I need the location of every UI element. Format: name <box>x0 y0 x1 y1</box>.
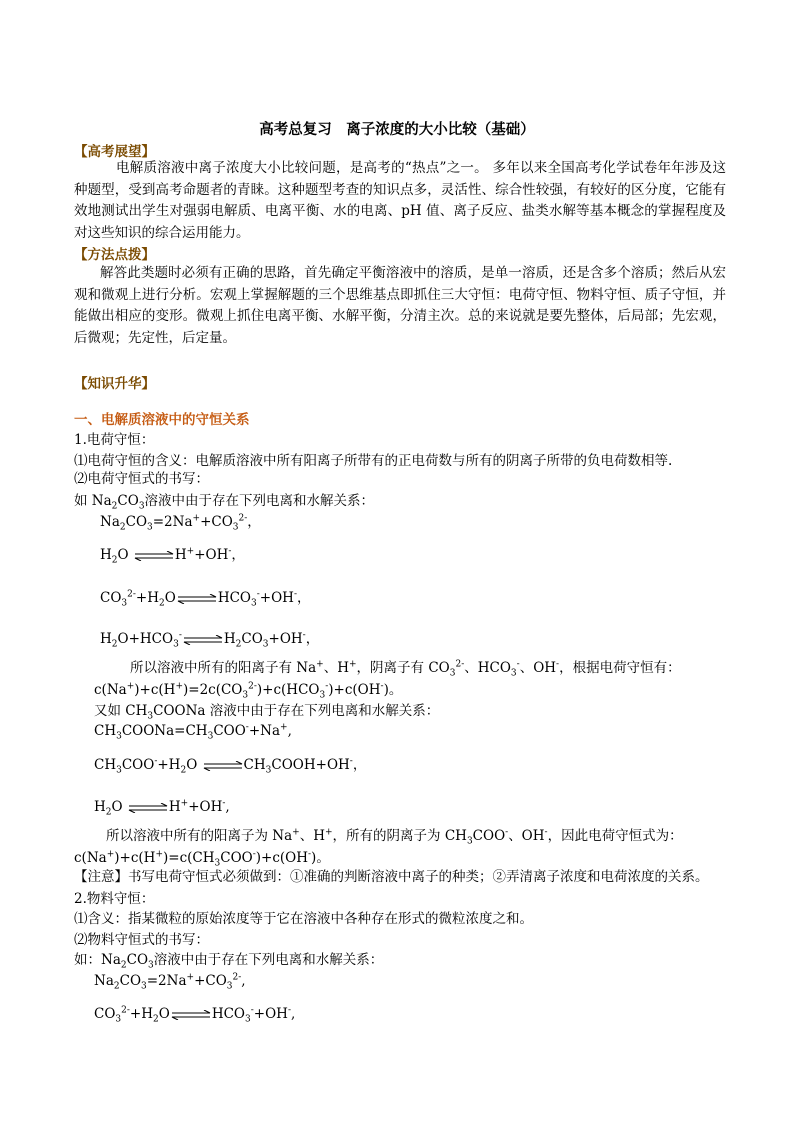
equilibrium-arrow-icon <box>203 761 243 771</box>
outlook-heading: 【高考展望】 <box>74 144 155 160</box>
material-title: 2.物料守恒： <box>74 891 155 907</box>
equation-water-ionization: $H_2O$ H++OH-， <box>100 546 245 566</box>
charge-also-intro: 又如 $CH_3COONa$ 溶液中由于存在下列电离和水解关系： <box>94 703 440 722</box>
equation-hco3-hydrolysis: $H_2O+HCO_3^-$ $H_2CO_3+OH^-$， <box>100 630 320 650</box>
charge-writing: ⑵电荷守恒式的书写： <box>74 471 209 487</box>
charge-definition: ⑴电荷守恒的含义：电解质溶液中所有阳离子所带有的正电荷数与所有的阴离子所带的负电荷数相等. <box>74 453 673 469</box>
material-intro: 如：$Na_2CO_3$溶液中由于存在下列电离和水解关系： <box>74 952 384 971</box>
charge-balance-ch3coona: $c(Na^+)+c(H^+)=c(CH_3COO^-)+c(OH^-)$。 <box>74 849 330 869</box>
equation-na2co3-ionization-2: $Na_2CO_3=2Na^++CO_3^{2-}$, <box>94 972 246 992</box>
equation-ch3coona-ionization: $CH_3COONa=CH_3COO^-+Na^+$, <box>94 722 292 742</box>
charge-note: 【注意】书写电荷守恒式必须做到：①准确的判断溶液中离子的种类；②弄清离子浓度和电荷浓度的关系。 <box>74 869 709 885</box>
equation-water-ionization-2: $H_2O$ H++OH-, <box>94 798 230 818</box>
section-heading: 一、电解质溶液中的守恒关系 <box>74 412 250 428</box>
method-paragraph: 解答此类题时必须有正确的思路，首先确定平衡溶液中的溶质，是单一溶质，还是含多个溶质；然后从宏观和微观上进行分析。宏观上掌握解题的三个思维基点即抓住三大守恒：电荷守恒、物料守恒、质子守恒，并能做出相应的变形。微观上抓住电离平衡、水解平衡，分清主次。总的来说就是要先整体，后局部；先宏观，后微观；先定性，后定量。 <box>74 265 726 346</box>
charge-intro: 如 $Na_2CO_3$溶液中由于存在下列电离和水解关系： <box>74 493 375 512</box>
equation-ch3coo-hydrolysis: $CH_3COO^-+H_2O$ $CH_3COOH+OH^-$， <box>94 756 367 776</box>
charge-conclusion-2: 所以溶液中所有的阳离子为 Na+、H+，所有的阴离子为 $CH_3COO^-$、OH-，因此电荷守恒式为： <box>106 827 683 847</box>
charge-conclusion: 所以溶液中所有的阳离子有 Na+、H+，阴离子有 $CO_3^{2-}$、$HCO_3^-$、OH-，根据电荷守恒有： <box>130 659 681 679</box>
equilibrium-arrow-icon <box>171 1010 211 1020</box>
equilibrium-arrow-icon <box>177 594 217 604</box>
method-heading: 【方法点拨】 <box>74 247 155 263</box>
equation-co3-hydrolysis: $CO_3^{2-}+H_2O$ $HCO_3^-+OH^-$， <box>100 589 311 609</box>
equation-co3-hydrolysis-2: $CO_3^{2-}+H_2O$ $HCO_3^-+OH^-$, <box>94 1005 296 1025</box>
equation-na2co3-ionization: $Na_2CO_3=2Na^++CO_3^{2-}$， <box>100 513 261 533</box>
material-definition: ⑴含义：指某微粒的原始浓度等于它在溶液中各种存在形式的微粒浓度之和。 <box>74 911 533 927</box>
equilibrium-arrow-icon <box>183 635 223 645</box>
outlook-paragraph: 电解质溶液中离子浓度大小比较问题，是高考的“热点”之一。 多年以来全国高考化学试卷年年涉及这种题型，受到高考命题者的青睐。这种题型考查的知识点多，灵活性、综合性较强，有较好的区分度，它能有效地测试出学生对强弱电解质、电离平衡、水的电离、pH 值、离子反应、盐类水解等基本概念的掌握程度及对这些知识的综合运用能力。 <box>74 160 726 241</box>
knowledge-heading: 【知识升华】 <box>74 376 155 392</box>
charge-title: 1.电荷守恒： <box>74 432 155 448</box>
equilibrium-arrow-icon <box>134 551 174 561</box>
charge-balance-na2co3: $c(Na^+)+c(H^+)=2c(CO_3^{2-})+c(HCO_3^-)+c(OH^-)$。 <box>94 681 403 701</box>
page-title: 高考总复习 离子浓度的大小比较（基础） <box>259 121 535 138</box>
material-writing: ⑵物料守恒式的书写： <box>74 932 209 948</box>
equilibrium-arrow-icon <box>128 803 168 813</box>
